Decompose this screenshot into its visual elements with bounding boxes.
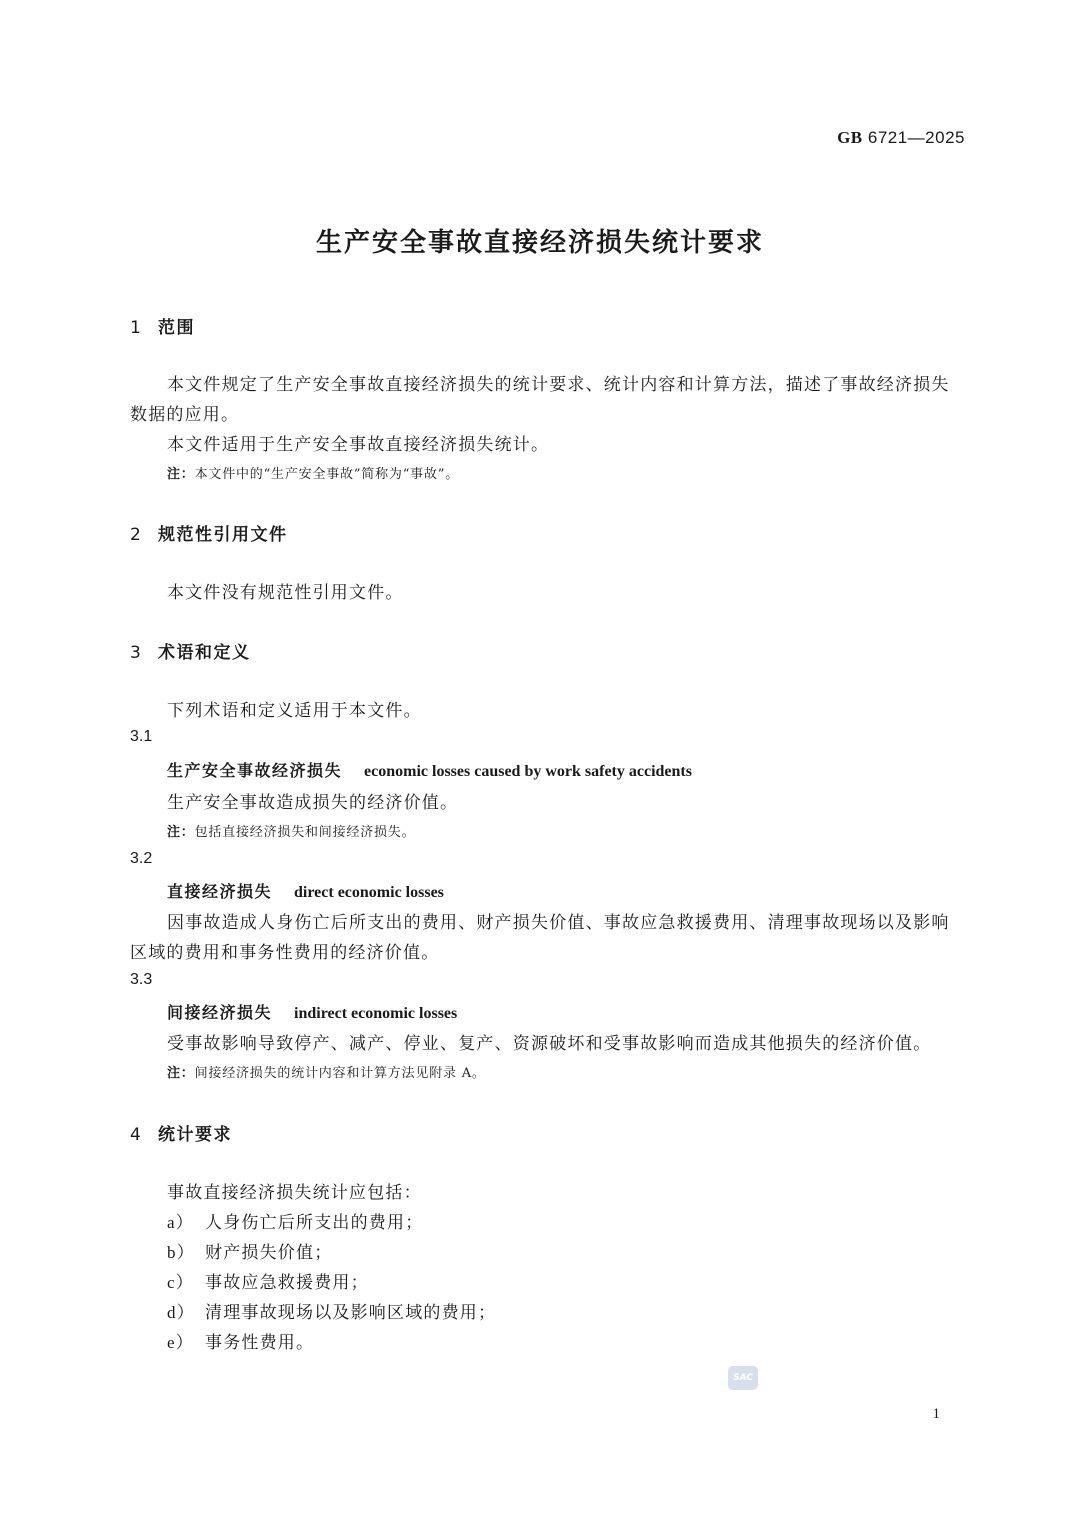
clause-3-1-term: 生产安全事故经济损失 economic losses caused by work safety accidents xyxy=(167,761,692,780)
clause-3-2-definition: 因事故造成人身伤亡后所支出的费用、财产损失价值、事故应急救援费用、清理事故现场以及影响 xyxy=(167,913,950,933)
clause-3-2-definition-cont: 区域的费用和事务性费用的经济价值。 xyxy=(130,943,440,963)
list-item: d） 清理事故现场以及影响区域的费用； xyxy=(167,1303,497,1323)
list-item: e） 事务性费用。 xyxy=(167,1333,315,1353)
section-1-paragraph-2: 本文件适用于生产安全事故直接经济损失统计。 xyxy=(167,435,550,455)
section-1-paragraph-1-cont: 数据的应用。 xyxy=(130,405,240,425)
clause-3-3-term: 间接经济损失 indirect economic losses xyxy=(167,1003,458,1022)
section-2-heading: 2 规范性引用文件 xyxy=(130,525,288,545)
clause-3-2-term: 直接经济损失 direct economic losses xyxy=(167,882,444,901)
clause-3-3-note: 注：间接经济损失的统计内容和计算方法见附录 A。 xyxy=(167,1066,486,1081)
section-1-note: 注：本文件中的“生产安全事故”简称为“事故”。 xyxy=(167,467,459,482)
document-title: 生产安全事故直接经济损失统计要求 xyxy=(315,228,764,258)
section-1-paragraph-1: 本文件规定了生产安全事故直接经济损失的统计要求、统计内容和计算方法，描述了事故经济损失 xyxy=(167,375,950,395)
clause-3-3-definition: 受事故影响导致停产、减产、停业、复产、资源破坏和受事故影响而造成其他损失的经济价值。 xyxy=(167,1034,932,1054)
clause-3-1-note: 注：包括直接经济损失和间接经济损失。 xyxy=(167,825,416,840)
section-3-paragraph-1: 下列术语和定义适用于本文件。 xyxy=(167,701,422,721)
list-item: c） 事故应急救援费用； xyxy=(167,1273,369,1293)
clause-3-1-definition: 生产安全事故造成损失的经济价值。 xyxy=(167,793,459,813)
section-2-paragraph-1: 本文件没有规范性引用文件。 xyxy=(167,583,404,603)
list-item: a） 人身伤亡后所支出的费用； xyxy=(167,1213,424,1233)
standard-number: GB 6721—2025 xyxy=(837,128,965,147)
clause-3-3-number: 3.3 xyxy=(130,971,153,988)
section-4-paragraph-1: 事故直接经济损失统计应包括： xyxy=(167,1183,422,1203)
section-4-heading: 4 统计要求 xyxy=(130,1125,232,1145)
clause-3-1-number: 3.1 xyxy=(130,728,153,745)
section-3-heading: 3 术语和定义 xyxy=(130,643,251,663)
list-item: b） 财产损失价值； xyxy=(167,1243,333,1263)
page-number: 1 xyxy=(932,1406,940,1422)
clause-3-2-number: 3.2 xyxy=(130,850,153,867)
sac-watermark-logo: SAC xyxy=(728,1366,758,1390)
section-1-heading: 1 范围 xyxy=(130,318,195,338)
